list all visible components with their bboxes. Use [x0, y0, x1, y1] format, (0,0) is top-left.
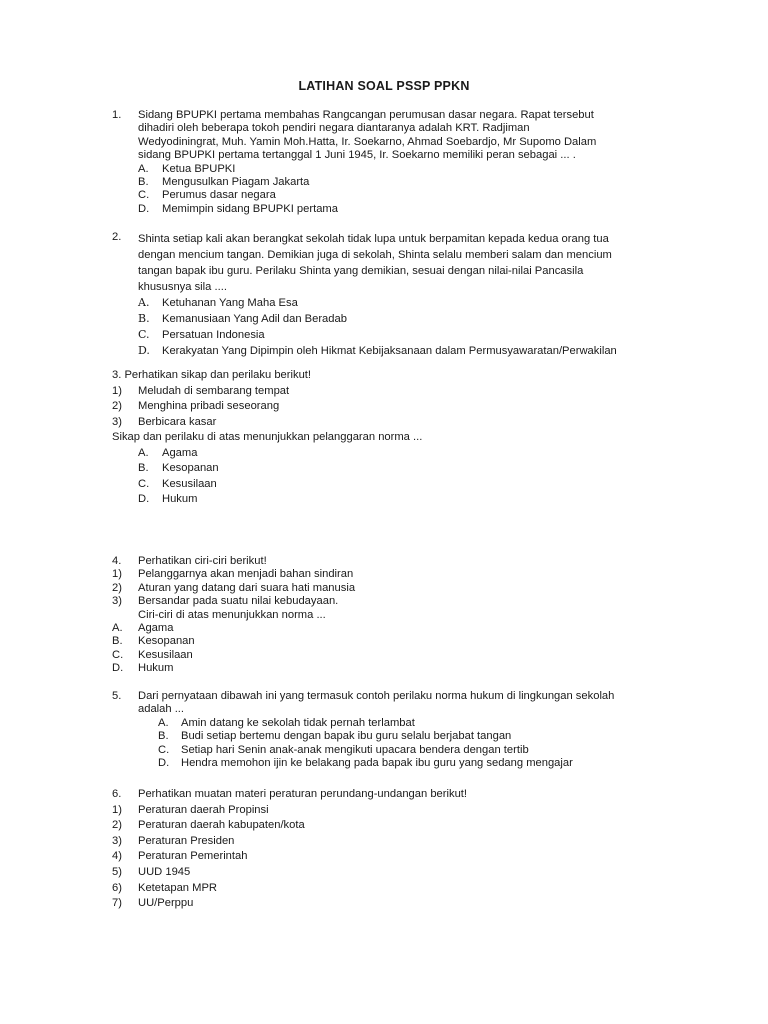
list-item: [112, 834, 672, 850]
list-text: Aturan yang datang dari suara hati manusia: [138, 581, 356, 594]
list-text: Peraturan daerah kabupaten/kota: [138, 819, 305, 832]
option-text: Hukum: [138, 662, 174, 675]
option-d: [112, 662, 672, 675]
list-item: [112, 399, 672, 415]
list-item: [112, 568, 672, 581]
option-text: Hendra memohon ijin ke belakang pada bapak ibu guru yang sedang mengajar: [181, 757, 573, 770]
question-text: Sikap dan perilaku di atas menunjukkan pelanggaran norma ...: [112, 431, 423, 443]
list-label: 6): [112, 881, 122, 894]
question-text: [138, 690, 682, 717]
option-c: [138, 327, 678, 343]
option-a: [138, 163, 650, 176]
list-label: 5): [112, 865, 122, 878]
question-line: dengan mencium tangan. Demikian juga di sekolah, Shinta selalu memberi salam dan mencium: [138, 249, 612, 261]
option-d: [158, 757, 682, 770]
option-label: A.: [138, 446, 149, 459]
option-text: Mengusulkan Piagam Jakarta: [162, 176, 310, 189]
option-b: [158, 730, 682, 743]
list-item: [112, 865, 672, 881]
question-line: sidang BPUPKI pertama tertanggal 1 Juni 1945, Ir. Soekarno memiliki peran sebagai ... .: [138, 149, 576, 162]
question-2: [112, 231, 678, 359]
option-label: C.: [158, 743, 170, 756]
question-5: [112, 690, 682, 770]
list-text: Berbicara kasar: [138, 415, 217, 428]
option-c: [138, 477, 672, 493]
option-label: D.: [138, 493, 150, 505]
option-label: D.: [158, 757, 170, 770]
list-item: [112, 415, 672, 431]
option-b: [138, 176, 650, 189]
option-text: Setiap hari Senin anak-anak mengikuti upacara bendera dengan tertib: [181, 743, 529, 756]
question-line: dihadiri oleh beberapa tokoh pendiri negara diantaranya adalah KRT. Radjiman: [138, 122, 530, 135]
list-text: Peraturan Presiden: [138, 834, 235, 847]
question-number: 6.: [112, 788, 122, 800]
list-item: [112, 384, 672, 400]
list-item: [112, 896, 672, 912]
option-text: Kerakyatan Yang Dipimpin oleh Hikmat Kebijaksanaan dalam Permusyawaratan/Perwakilan: [162, 345, 617, 357]
option-label: A.: [138, 296, 150, 309]
option-text: Ketuhanan Yang Maha Esa: [162, 297, 298, 309]
option-b: [138, 461, 672, 477]
list-item: [112, 582, 672, 595]
option-label: D.: [138, 202, 150, 215]
question-number: 1.: [112, 109, 122, 121]
list-text: Meludah di sembarang tempat: [138, 384, 290, 397]
question-line: tangan bapak ibu guru. Perilaku Shinta yang demikian, sesuai dengan nilai-nilai Pancasila: [138, 265, 584, 277]
list-label: 3): [112, 595, 122, 608]
list-label: 3): [112, 834, 122, 847]
option-text: Kesusilaan: [138, 648, 193, 661]
page-title: LATIHAN SOAL PSSP PPKN: [298, 79, 470, 93]
option-b: [138, 311, 678, 327]
list-label: 1): [112, 803, 122, 816]
option-c: [158, 744, 682, 757]
list-item: [112, 803, 672, 819]
list-text: UU/Perppu: [138, 897, 194, 910]
option-text: Ketua BPUPKI: [162, 162, 236, 175]
option-text: Kemanusiaan Yang Adil dan Beradab: [162, 313, 347, 325]
option-a: [158, 717, 682, 730]
option-a: [138, 295, 678, 311]
list-item: [112, 818, 672, 834]
question-line: Wedyodiningrat, Muh. Yamin Moh.Hatta, Ir. Soekarno, Ahmad Soebardjo, Mr Supomo Dalam: [138, 135, 597, 148]
option-text: Agama: [138, 622, 174, 635]
list-label: 1): [112, 384, 122, 397]
option-b: [112, 635, 672, 648]
question-header: Perhatikan muatan materi peraturan perundang-undangan berikut!: [138, 788, 468, 800]
list-text: Bersandar pada suatu nilai kebudayaan.: [138, 595, 339, 608]
list-label: 2): [112, 819, 122, 832]
option-label: A.: [112, 622, 123, 635]
question-number: 5.: [112, 690, 122, 702]
list-label: 7): [112, 897, 122, 910]
question-text: [138, 109, 650, 163]
option-text: Kesopanan: [138, 635, 195, 648]
option-c: [112, 649, 672, 662]
list-label: 3): [112, 415, 122, 428]
option-label: B.: [112, 635, 123, 648]
question-text: [138, 231, 678, 295]
option-text: Memimpin sidang BPUPKI pertama: [162, 202, 338, 215]
question-header: Perhatikan ciri-ciri berikut!: [138, 555, 267, 567]
list-text: Peraturan daerah Propinsi: [138, 803, 269, 816]
list-label: 2): [112, 581, 122, 594]
option-text: Kesopanan: [162, 462, 219, 474]
option-a: [138, 446, 672, 462]
question-line: adalah ...: [138, 703, 185, 716]
question-1: [112, 109, 650, 216]
option-text: Hukum: [162, 493, 198, 505]
option-label: D.: [138, 344, 150, 357]
question-header: 3. Perhatikan sikap dan perilaku berikut!: [112, 369, 312, 381]
list-item: [112, 849, 672, 865]
list-text: UUD 1945: [138, 865, 191, 878]
option-label: C.: [138, 328, 150, 341]
option-label: B.: [138, 176, 149, 189]
option-label: D.: [112, 662, 124, 675]
list-text: Menghina pribadi seseorang: [138, 400, 280, 412]
question-line: Shinta setiap kali akan berangkat sekolah tidak lupa untuk berpamitan kepada kedua orang tua: [138, 233, 609, 245]
list-text: Ketetapan MPR: [138, 881, 217, 894]
option-label: B.: [138, 462, 149, 474]
option-text: Perumus dasar negara: [162, 189, 276, 202]
question-number: 2.: [112, 231, 122, 243]
option-d: [138, 203, 650, 216]
question-line: khususnya sila ....: [138, 281, 227, 293]
question-line: Sidang BPUPKI pertama membahas Rangcangan perumusan dasar negara. Rapat tersebut: [138, 109, 594, 121]
option-label: C.: [138, 189, 150, 202]
option-text: Amin datang ke sekolah tidak pernah terlambat: [181, 716, 415, 729]
list-item: [112, 595, 672, 608]
option-label: A.: [158, 716, 169, 729]
question-3: [112, 368, 672, 508]
option-d: [138, 343, 678, 359]
list-text: Pelanggarnya akan menjadi bahan sindiran: [138, 568, 354, 581]
question-text: Ciri-ciri di atas menunjukkan norma ...: [138, 608, 326, 621]
question-line: Dari pernyataan dibawah ini yang termasuk contoh perilaku norma hukum di lingkungan sekolah: [138, 690, 615, 702]
list-label: 1): [112, 568, 122, 581]
option-label: C.: [112, 648, 124, 661]
question-6: [112, 787, 672, 912]
list-label: 4): [112, 850, 122, 863]
list-label: 2): [112, 400, 122, 412]
option-text: Budi setiap bertemu dengan bapak ibu guru selalu berjabat tangan: [181, 730, 512, 743]
list-item: [112, 881, 672, 897]
option-label: C.: [138, 477, 150, 490]
option-d: [138, 492, 672, 508]
question-4: [112, 555, 672, 676]
option-a: [112, 622, 672, 635]
option-text: Persatuan Indonesia: [162, 329, 265, 341]
option-text: Kesusilaan: [162, 477, 217, 490]
option-label: B.: [158, 730, 169, 743]
option-text: Agama: [162, 446, 198, 459]
option-label: B.: [138, 312, 150, 325]
option-c: [138, 189, 650, 202]
option-label: A.: [138, 162, 149, 175]
list-text: Peraturan Pemerintah: [138, 850, 248, 863]
question-number: 4.: [112, 555, 122, 567]
